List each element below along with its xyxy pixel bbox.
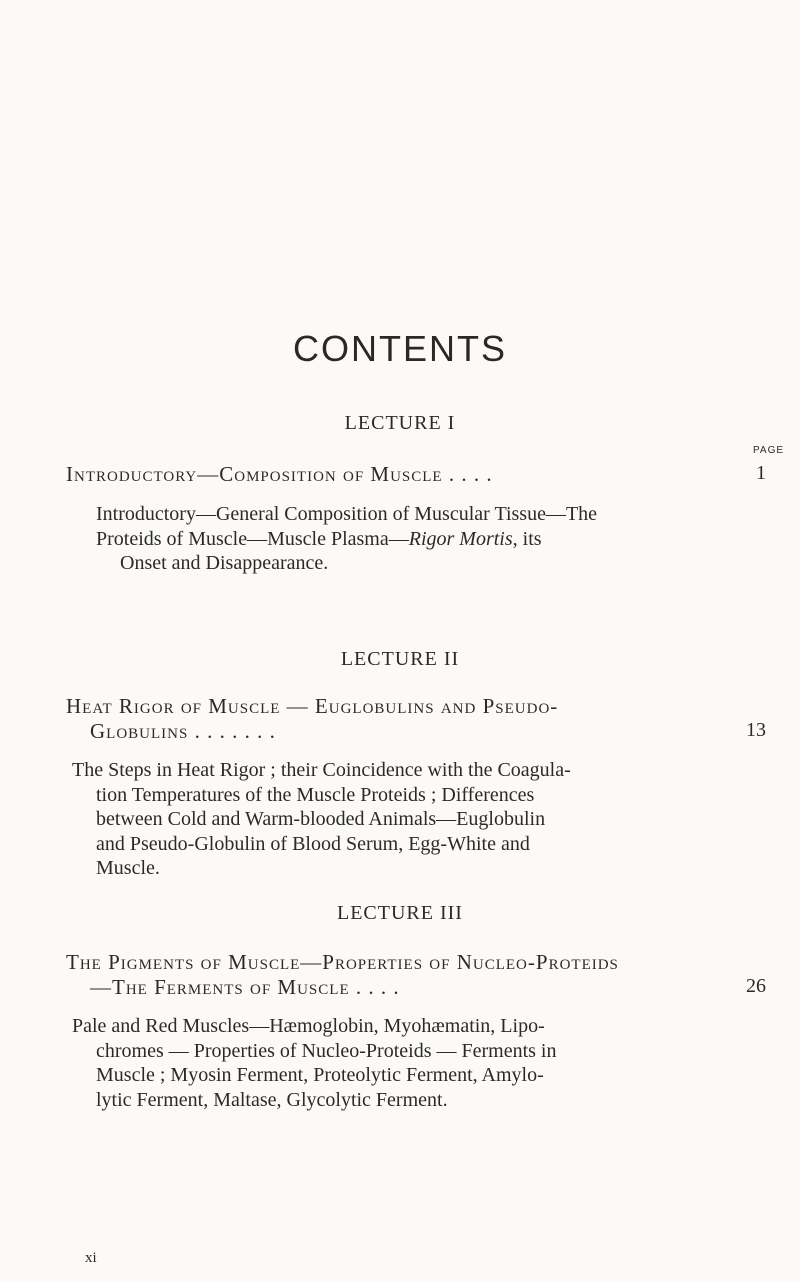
summary-line: Introductory—General Composition of Muscular Tissue—The [96,503,598,525]
summary-line: lytic Ferment, Maltase, Glycolytic Ferment. [96,1088,448,1111]
lecture-2-entry-line-2: Globulins . . . . . . . [90,719,276,743]
summary-line: Pale and Red Muscles—Hæmoglobin, Myohæmatin, Lipo- [72,1015,545,1037]
summary-line: Muscle ; Myosin Ferment, Proteolytic Ferment, Amylo- [96,1064,544,1086]
lecture-2-summary [72,758,670,881]
lecture-3-entry-line-1: The Pigments of Muscle—Properties of Nucleo-Proteids [66,950,619,974]
page-title: CONTENTS [293,328,507,369]
lecture-1-summary [96,502,670,576]
page-column-label: PAGE [753,445,785,456]
summary-line: chromes — Properties of Nucleo-Proteids — Ferments in [96,1039,557,1062]
summary-line: and Pseudo-Globulin of Blood Serum, Egg-White and [96,832,530,855]
lecture-3-page: 26 [746,975,766,997]
summary-line: Muscle. [96,857,160,879]
summary-line: Onset and Disappearance. [120,552,329,574]
lecture-3-summary [72,1014,670,1112]
lecture-3-entry-line-2: —The Ferments of Muscle . . . . [90,975,400,999]
lecture-1-heading: LECTURE I [344,412,456,434]
page-folio: xi [85,1250,97,1266]
lecture-1-page: 1 [756,462,766,484]
lecture-3-heading: LECTURE III [337,902,463,924]
lecture-2-entry-line-1: Heat Rigor of Muscle — Euglobulins and Pseudo- [66,694,559,718]
summary-line: between Cold and Warm-blooded Animals—Euglobulin [96,808,546,830]
lecture-1-entry: Introductory—Composition of Muscle . . . . [66,462,493,486]
summary-line: tion Temperatures of the Muscle Proteids ; Differences [96,783,535,806]
rigor-mortis-italic: Rigor Mortis [408,527,513,550]
lecture-2-page: 13 [746,719,766,741]
summary-line: Proteids of Muscle—Muscle Plasma—Rigor Mortis, its [96,527,542,550]
lecture-2-heading: LECTURE II [340,648,460,670]
summary-line: The Steps in Heat Rigor ; their Coincidence with the Coagula- [72,759,571,781]
